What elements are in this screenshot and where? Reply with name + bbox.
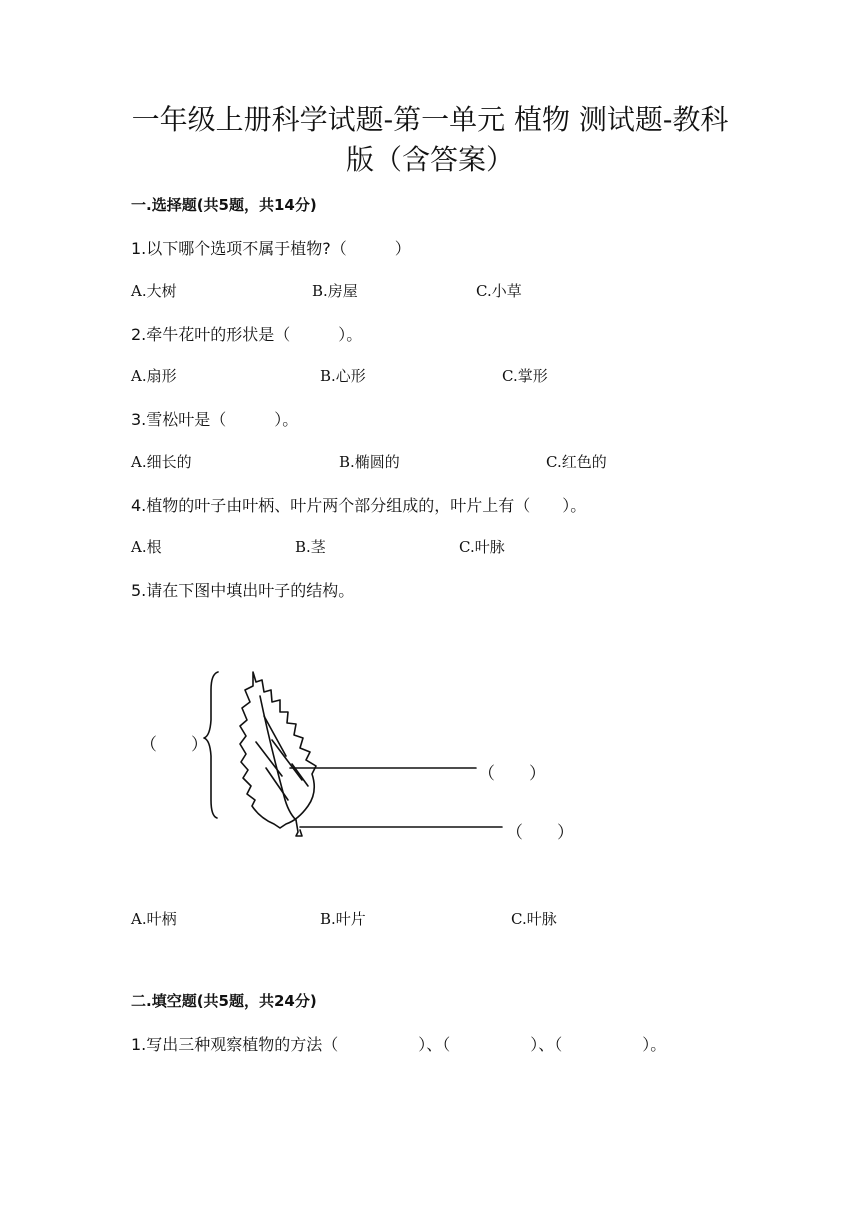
- q1-option-a: A.大树: [131, 282, 177, 300]
- question-4: 4.植物的叶子由叶柄、叶片两个部分组成的，叶片上有（ ）。: [131, 496, 587, 515]
- q1-option-c: C.小草: [476, 282, 522, 300]
- q4-option-b: B.茎: [295, 538, 326, 556]
- section-1-heading: 一.选择题(共5题，共14分): [131, 196, 317, 214]
- vein-3: [272, 740, 302, 780]
- question-3: 3.雪松叶是（ ）。: [131, 410, 299, 429]
- q2-option-b: B.心形: [320, 367, 366, 385]
- q4-option-c: C.叶脉: [459, 538, 505, 556]
- q3-option-c: C.红色的: [546, 453, 607, 471]
- title-line-1: 一年级上册科学试题-第一单元 植物 测试题-教科: [131, 103, 729, 136]
- q5-option-a: A.叶柄: [131, 910, 177, 928]
- q1-option-b: B.房屋: [312, 282, 358, 300]
- q5-option-b: B.叶片: [320, 910, 366, 928]
- title-line-2: 版（含答案）: [345, 143, 514, 176]
- leaf-outline: [240, 672, 316, 828]
- q2-option-c: C.掌形: [502, 367, 548, 385]
- vein-1: [264, 716, 286, 756]
- q5-option-c: C.叶脉: [511, 910, 557, 928]
- question-2: 2.牵牛花叶的形状是（ ）。: [131, 325, 363, 344]
- label-blank-bottom: （ ）: [506, 823, 574, 843]
- fill-question-1: 1.写出三种观察植物的方法（ ）、（ ）、（ ）。: [131, 1035, 667, 1054]
- label-blank-middle: （ ）: [478, 764, 546, 784]
- petiole: [296, 820, 302, 836]
- q2-option-a: A.扇形: [131, 367, 177, 385]
- question-1: 1.以下哪个选项不属于植物?（ ）: [131, 239, 411, 258]
- q3-option-b: B.椭圆的: [339, 453, 400, 471]
- label-blank-left: （ ）: [140, 735, 208, 755]
- q3-option-a: A.细长的: [131, 453, 192, 471]
- question-5: 5.请在下图中填出叶子的结构。: [131, 581, 355, 600]
- midrib: [260, 696, 296, 820]
- q4-option-a: A.根: [131, 538, 162, 556]
- section-2-heading: 二.填空题(共5题，共24分): [131, 992, 317, 1010]
- page-title: [120, 100, 740, 180]
- vein-4: [266, 768, 288, 800]
